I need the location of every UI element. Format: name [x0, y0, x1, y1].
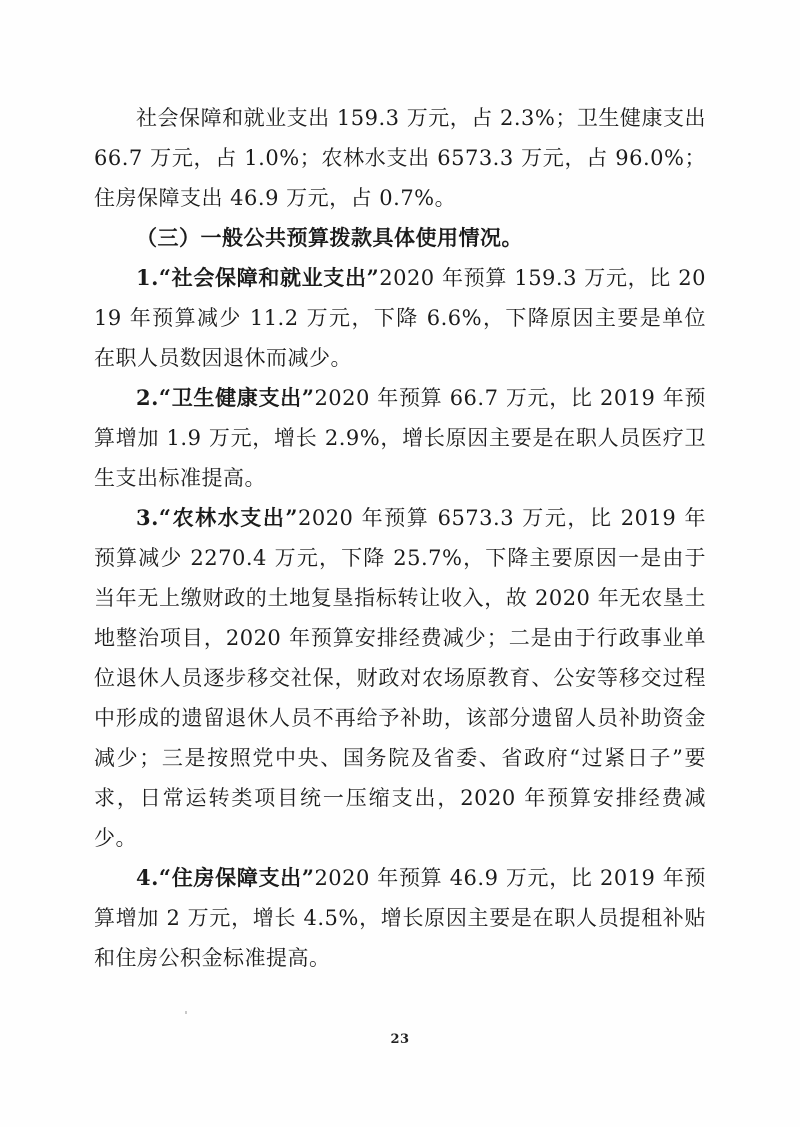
paragraph-health-lead: 2.“卫生健康支出”	[136, 385, 315, 410]
paragraph-health-text: 2020 年预算 66.7 万元，比 2019 年预算增加 1.9 万元，增长 2.9%，增长原因主要是在职人员医疗卫生支出标准提高。	[94, 386, 706, 490]
paragraph-agriculture-text: 2020 年预算 6573.3 万元，比 2019 年预算减少 2270.4 万元，下降 25.7%，下降主要原因一是由于当年无上缴财政的土地复垦指标转让收入，故 2020 年无农垦土地整治项目，2020 年预算安排经费减少；二是由于行政事业单位退休人员逐步移交社保，财政对农场原教育、公安等移交过程中形成的遗留退休人员不再给予补助，该部分遗留人员补助资金减少；三是按照党中央、国务院及省委、省政府“过紧日子”要求，日常运转类项目统一压缩支出，2020 年预算安排经费减少。	[94, 506, 706, 850]
paragraph-housing-lead: 4.“住房保障支出”	[136, 865, 315, 890]
page-footer	[0, 1028, 800, 1047]
paragraph-overview	[94, 98, 706, 218]
scan-speck	[185, 1011, 187, 1014]
paragraph-social-security	[94, 258, 706, 378]
paragraph-housing	[94, 858, 706, 978]
paragraph-housing-text: 2020 年预算 46.9 万元，比 2019 年预算增加 2 万元，增长 4.5%，增长原因主要是在职人员提租补贴和住房公积金标准提高。	[94, 866, 706, 970]
paragraph-agriculture	[94, 498, 706, 858]
document-content	[94, 98, 706, 978]
paragraph-agriculture-lead: 3.“农林水支出”	[136, 505, 298, 530]
section-heading: （三）一般公共预算拨款具体使用情况。	[136, 225, 523, 250]
paragraph-health	[94, 378, 706, 498]
page-number: 23	[390, 1032, 410, 1047]
paragraph-social-security-lead: 1.“社会保障和就业支出”	[136, 265, 380, 290]
paragraph-social-security-text: 2020 年预算 159.3 万元，比 2019 年预算减少 11.2 万元，下降 6.6%，下降原因主要是单位在职人员数因退休而减少。	[94, 266, 706, 370]
paragraph-overview-text: 社会保障和就业支出 159.3 万元，占 2.3%；卫生健康支出 66.7 万元，占 1.0%；农林水支出 6573.3 万元，占 96.0%；住房保障支出 46.9 万元，占 0.7%。	[94, 106, 706, 210]
